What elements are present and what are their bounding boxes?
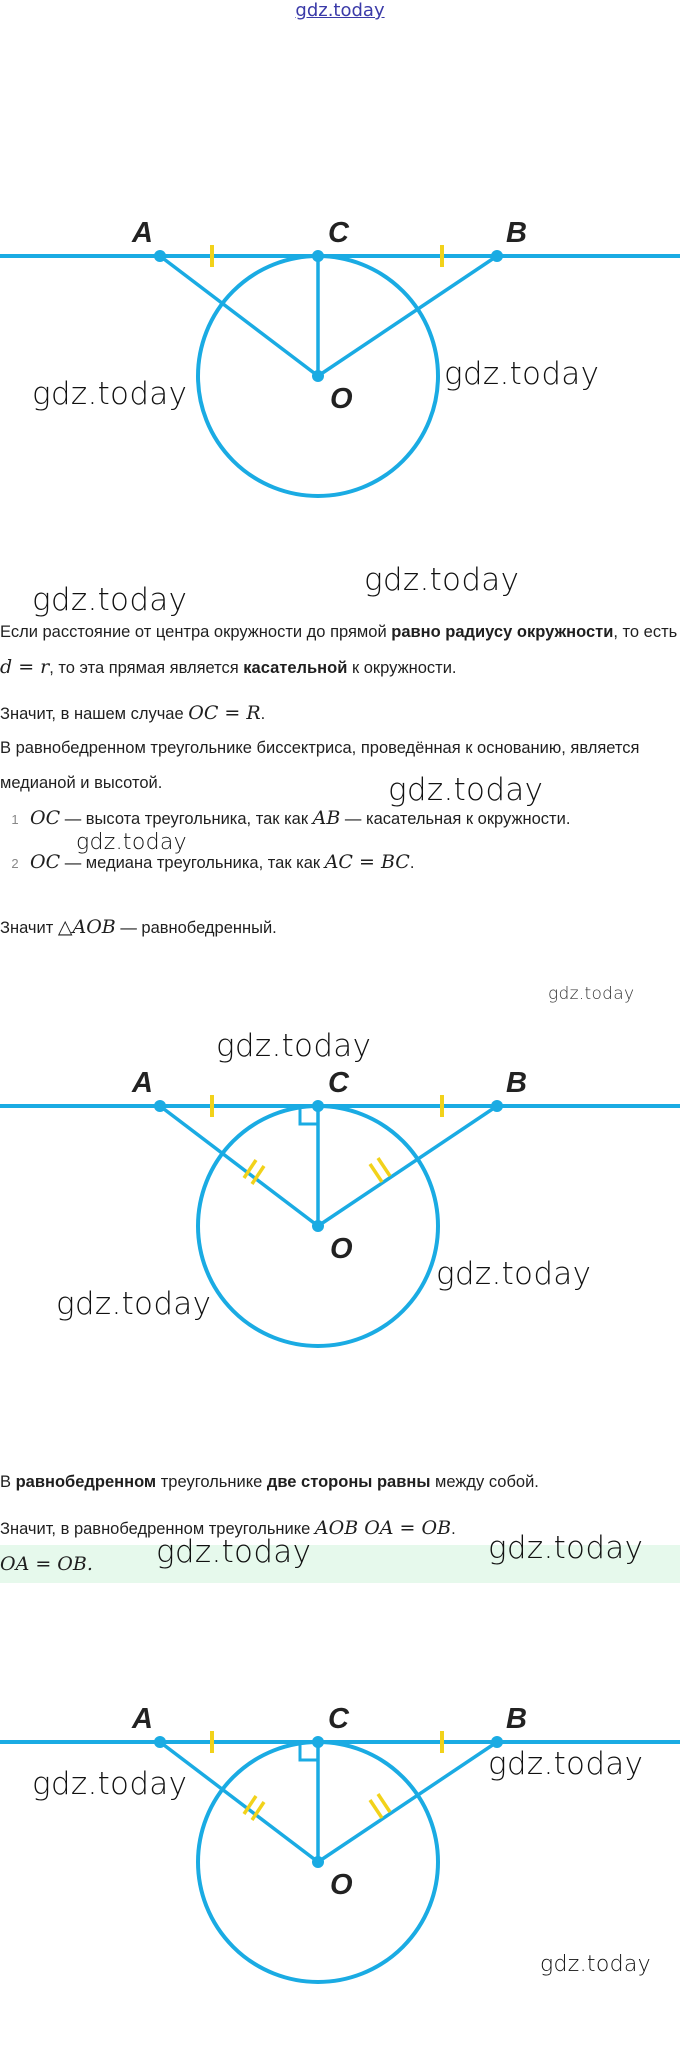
label-c: C — [328, 217, 349, 249]
paragraph-equal-sides: В равнобедренном треугольнике две стороны равны между собой. — [0, 1473, 539, 1491]
segment-ao — [160, 256, 318, 376]
paragraph-bisector: В равнобедренном треугольнике биссектриса, проведённая к основанию, является медианой и высотой. — [0, 739, 640, 792]
list-item-2: 2 OC — медиана треугольника, так как AC = BC. — [11, 851, 415, 873]
paragraph-oa-ob: Значит, в равнобедренном треугольнике AOB OA = OB. — [0, 1517, 456, 1539]
label-b: B — [506, 217, 527, 249]
watermark: gdz.today — [540, 1952, 651, 1977]
paragraph-isosceles: Значит △AOB — равнобедренный. — [0, 916, 277, 938]
site-logo[interactable]: gdz.today — [295, 0, 385, 21]
watermark: gdz.today — [444, 356, 600, 392]
watermark: gdz.today — [32, 582, 188, 618]
watermark: gdz.today — [388, 772, 544, 808]
watermark: gdz.today — [56, 1286, 212, 1322]
watermark: gdz.today — [216, 1028, 372, 1064]
paragraph-tangent-definition: Если расстояние от центра окружности до прямой равно радиусу окружности, то есть d = r, то эта прямая является касательной к окружности. — [0, 623, 678, 678]
svg-text:B: B — [506, 1067, 527, 1099]
svg-text:C: C — [328, 1703, 349, 1735]
svg-text:B: B — [506, 1703, 527, 1735]
answer-text: OA = OB. — [0, 1553, 93, 1575]
watermark: gdz.today — [488, 1530, 644, 1566]
watermark: gdz.today — [548, 984, 635, 1004]
list-item-1: 1 OC — высота треугольника, так как AB — касательная к окружности. — [11, 807, 571, 829]
svg-text:O: O — [330, 1233, 353, 1265]
watermark: gdz.today — [488, 1746, 644, 1782]
svg-text:O: O — [330, 1869, 353, 1901]
figure-3 — [0, 1696, 680, 1996]
svg-text:A: A — [132, 1067, 153, 1099]
watermark: gdz.today — [76, 830, 187, 855]
svg-text:A: A — [132, 1703, 153, 1735]
watermark: gdz.today — [364, 562, 520, 598]
svg-text:C: C — [328, 1067, 349, 1099]
watermark: gdz.today — [32, 1766, 188, 1802]
paragraph-conclusion-oc: Значит, в нашем случае OC = R. — [0, 702, 266, 724]
label-o: O — [330, 383, 353, 415]
watermark: gdz.today — [32, 376, 188, 412]
watermark: gdz.today — [436, 1256, 592, 1292]
label-a: A — [132, 217, 153, 249]
watermark: gdz.today — [156, 1534, 312, 1570]
